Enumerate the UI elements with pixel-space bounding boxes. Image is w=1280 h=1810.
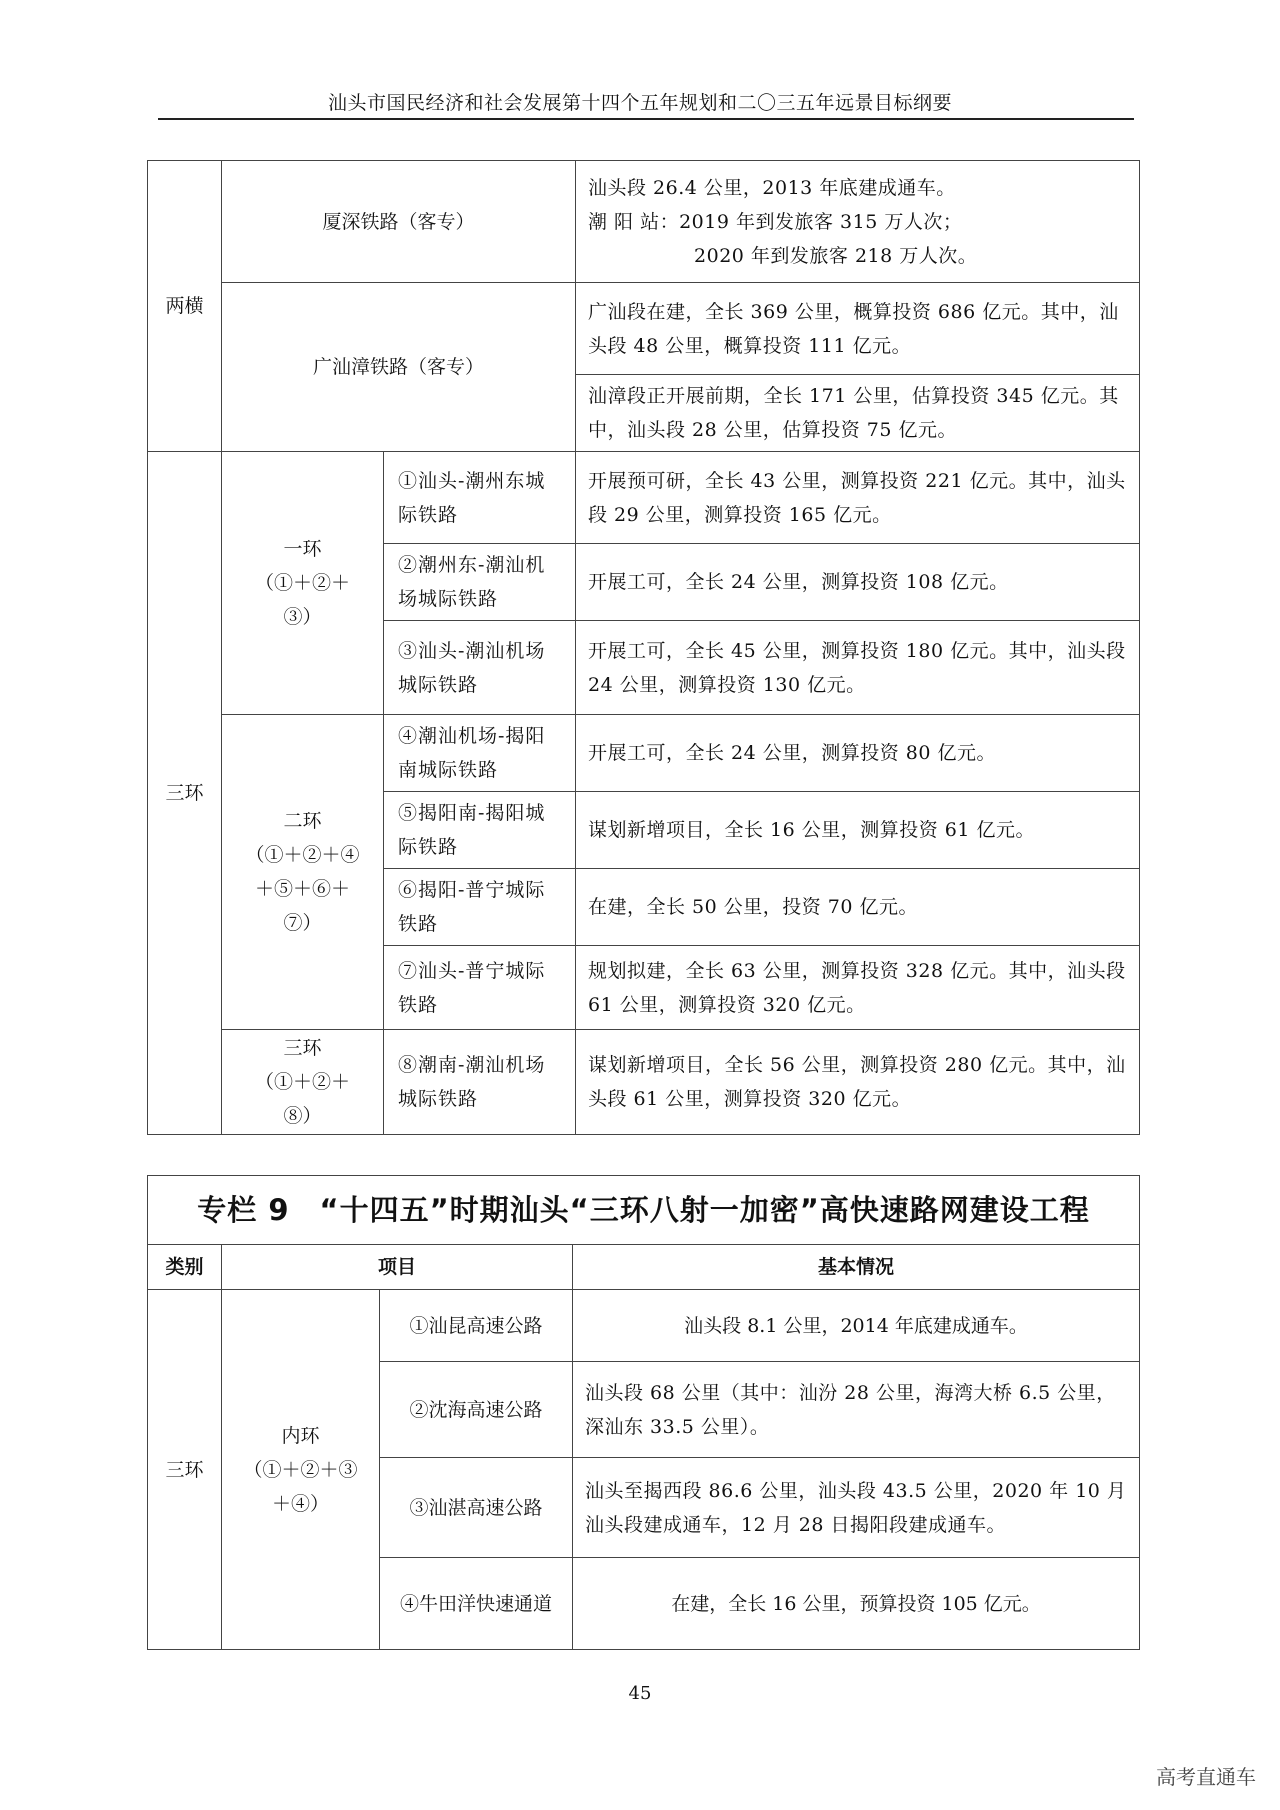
column-header-category: 类别: [148, 1245, 222, 1290]
desc-line: 潮 阳 站：2019 年到发旅客 315 万人次；: [588, 210, 963, 233]
sub-project-cell: ③汕头-潮汕机场城际铁路: [384, 621, 576, 715]
table-row: [148, 283, 1140, 375]
table-row: [148, 715, 1140, 792]
description-cell: 规划拟建，全长 63 公里，测算投资 328 亿元。其中，汕头段 61 公里，测算投资 320 亿元。: [576, 946, 1140, 1030]
watermark-text: 高考直通车: [1156, 1765, 1256, 1789]
ring-cell: [222, 1030, 384, 1135]
railway-table: [147, 160, 1140, 1135]
description-cell: [576, 161, 1140, 283]
table-row: [148, 161, 1140, 283]
description-cell: 汕头段 8.1 公里，2014 年底建成通车。: [573, 1290, 1140, 1362]
page-number: 45: [628, 1683, 652, 1704]
description-cell: 汕头至揭西段 86.6 公里，汕头段 43.5 公里，2020 年 10 月汕头段建成通车，12 月 28 日揭阳段建成通车。: [573, 1458, 1140, 1558]
description-cell: 谋划新增项目，全长 16 公里，测算投资 61 亿元。: [576, 792, 1140, 869]
description-cell: 在建，全长 16 公里，预算投资 105 亿元。: [573, 1558, 1140, 1650]
description-cell: 广汕段在建，全长 369 公里，概算投资 686 亿元。其中，汕头段 48 公里，概算投资 111 亿元。: [576, 283, 1140, 375]
sub-project-cell: ⑧潮南-潮汕机场城际铁路: [384, 1030, 576, 1135]
sub-project-cell: ②沈海高速公路: [380, 1362, 573, 1458]
project-cell: 广汕漳铁路（客专）: [222, 283, 576, 452]
sub-project-cell: ⑦汕头-普宁城际铁路: [384, 946, 576, 1030]
column-header-project: 项目: [222, 1245, 573, 1290]
ring-name: 一环: [283, 538, 322, 560]
ring-cell: [222, 1290, 380, 1650]
description-cell: 谋划新增项目，全长 56 公里，测算投资 280 亿元。其中，汕头段 61 公里，测算投资 320 亿元。: [576, 1030, 1140, 1135]
ring-formula: （①＋②＋③）: [254, 572, 350, 628]
sub-project-cell: ①汕昆高速公路: [380, 1290, 573, 1362]
project-cell: 厦深铁路（客专）: [222, 161, 576, 283]
description-cell: 汕头段 68 公里（其中：汕汾 28 公里，海湾大桥 6.5 公里，深汕东 33.5 公里）。: [573, 1362, 1140, 1458]
ring-formula: （①＋②＋③＋④）: [243, 1458, 358, 1515]
column-header-info: 基本情况: [573, 1245, 1140, 1290]
description-cell: 开展工可，全长 24 公里，测算投资 80 亿元。: [576, 715, 1140, 792]
sub-project-cell: ①汕头-潮州东城际铁路: [384, 452, 576, 544]
desc-line: 2020 年到发旅客 218 万人次。: [694, 244, 978, 267]
sub-project-cell: ⑤揭阳南-揭阳城际铁路: [384, 792, 576, 869]
ring-name: 内环: [281, 1424, 320, 1447]
sub-project-cell: ④牛田洋快速通道: [380, 1558, 573, 1650]
document-header-title: 汕头市国民经济和社会发展第十四个五年规划和二〇三五年远景目标纲要: [327, 92, 952, 114]
description-cell: 在建，全长 50 公里，投资 70 亿元。: [576, 869, 1140, 946]
table-title: 专栏 9 “十四五”时期汕头“三环八射一加密”高快速路网建设工程: [148, 1176, 1140, 1245]
description-cell: 开展工可，全长 45 公里，测算投资 180 亿元。其中，汕头段 24 公里，测算投资 130 亿元。: [576, 621, 1140, 715]
desc-line: 汕头段 26.4 公里，2013 年底建成通车。: [588, 176, 956, 199]
ring-formula: （①＋②＋⑧）: [254, 1071, 350, 1127]
sub-project-cell: ③汕湛高速公路: [380, 1458, 573, 1558]
description-cell: 开展工可，全长 24 公里，测算投资 108 亿元。: [576, 544, 1140, 621]
description-cell: 开展预可研，全长 43 公里，测算投资 221 亿元。其中，汕头段 29 公里，测算投资 165 亿元。: [576, 452, 1140, 544]
expressway-table: [147, 1175, 1140, 1650]
description-cell: 汕漳段正开展前期，全长 171 公里，估算投资 345 亿元。其中，汕头段 28 公里，估算投资 75 亿元。: [576, 375, 1140, 452]
sub-project-cell: ⑥揭阳-普宁城际铁路: [384, 869, 576, 946]
header-rule: [158, 118, 1134, 120]
table-row: [148, 1030, 1140, 1135]
category-cell: 两横: [148, 161, 222, 452]
ring-cell: [222, 452, 384, 715]
sub-project-cell: ②潮州东-潮汕机场城际铁路: [384, 544, 576, 621]
ring-formula: （①＋②＋④＋⑤＋⑥＋⑦）: [245, 844, 360, 934]
ring-name: 二环: [283, 810, 322, 832]
ring-cell: [222, 715, 384, 1030]
category-cell: 三环: [148, 1290, 222, 1650]
sub-project-cell: ④潮汕机场-揭阳南城际铁路: [384, 715, 576, 792]
category-cell: 三环: [148, 452, 222, 1135]
table-title-row: [148, 1176, 1140, 1245]
table-row: [148, 1290, 1140, 1362]
table-row: [148, 452, 1140, 544]
table-header-row: [148, 1245, 1140, 1290]
ring-name: 三环: [283, 1037, 322, 1059]
